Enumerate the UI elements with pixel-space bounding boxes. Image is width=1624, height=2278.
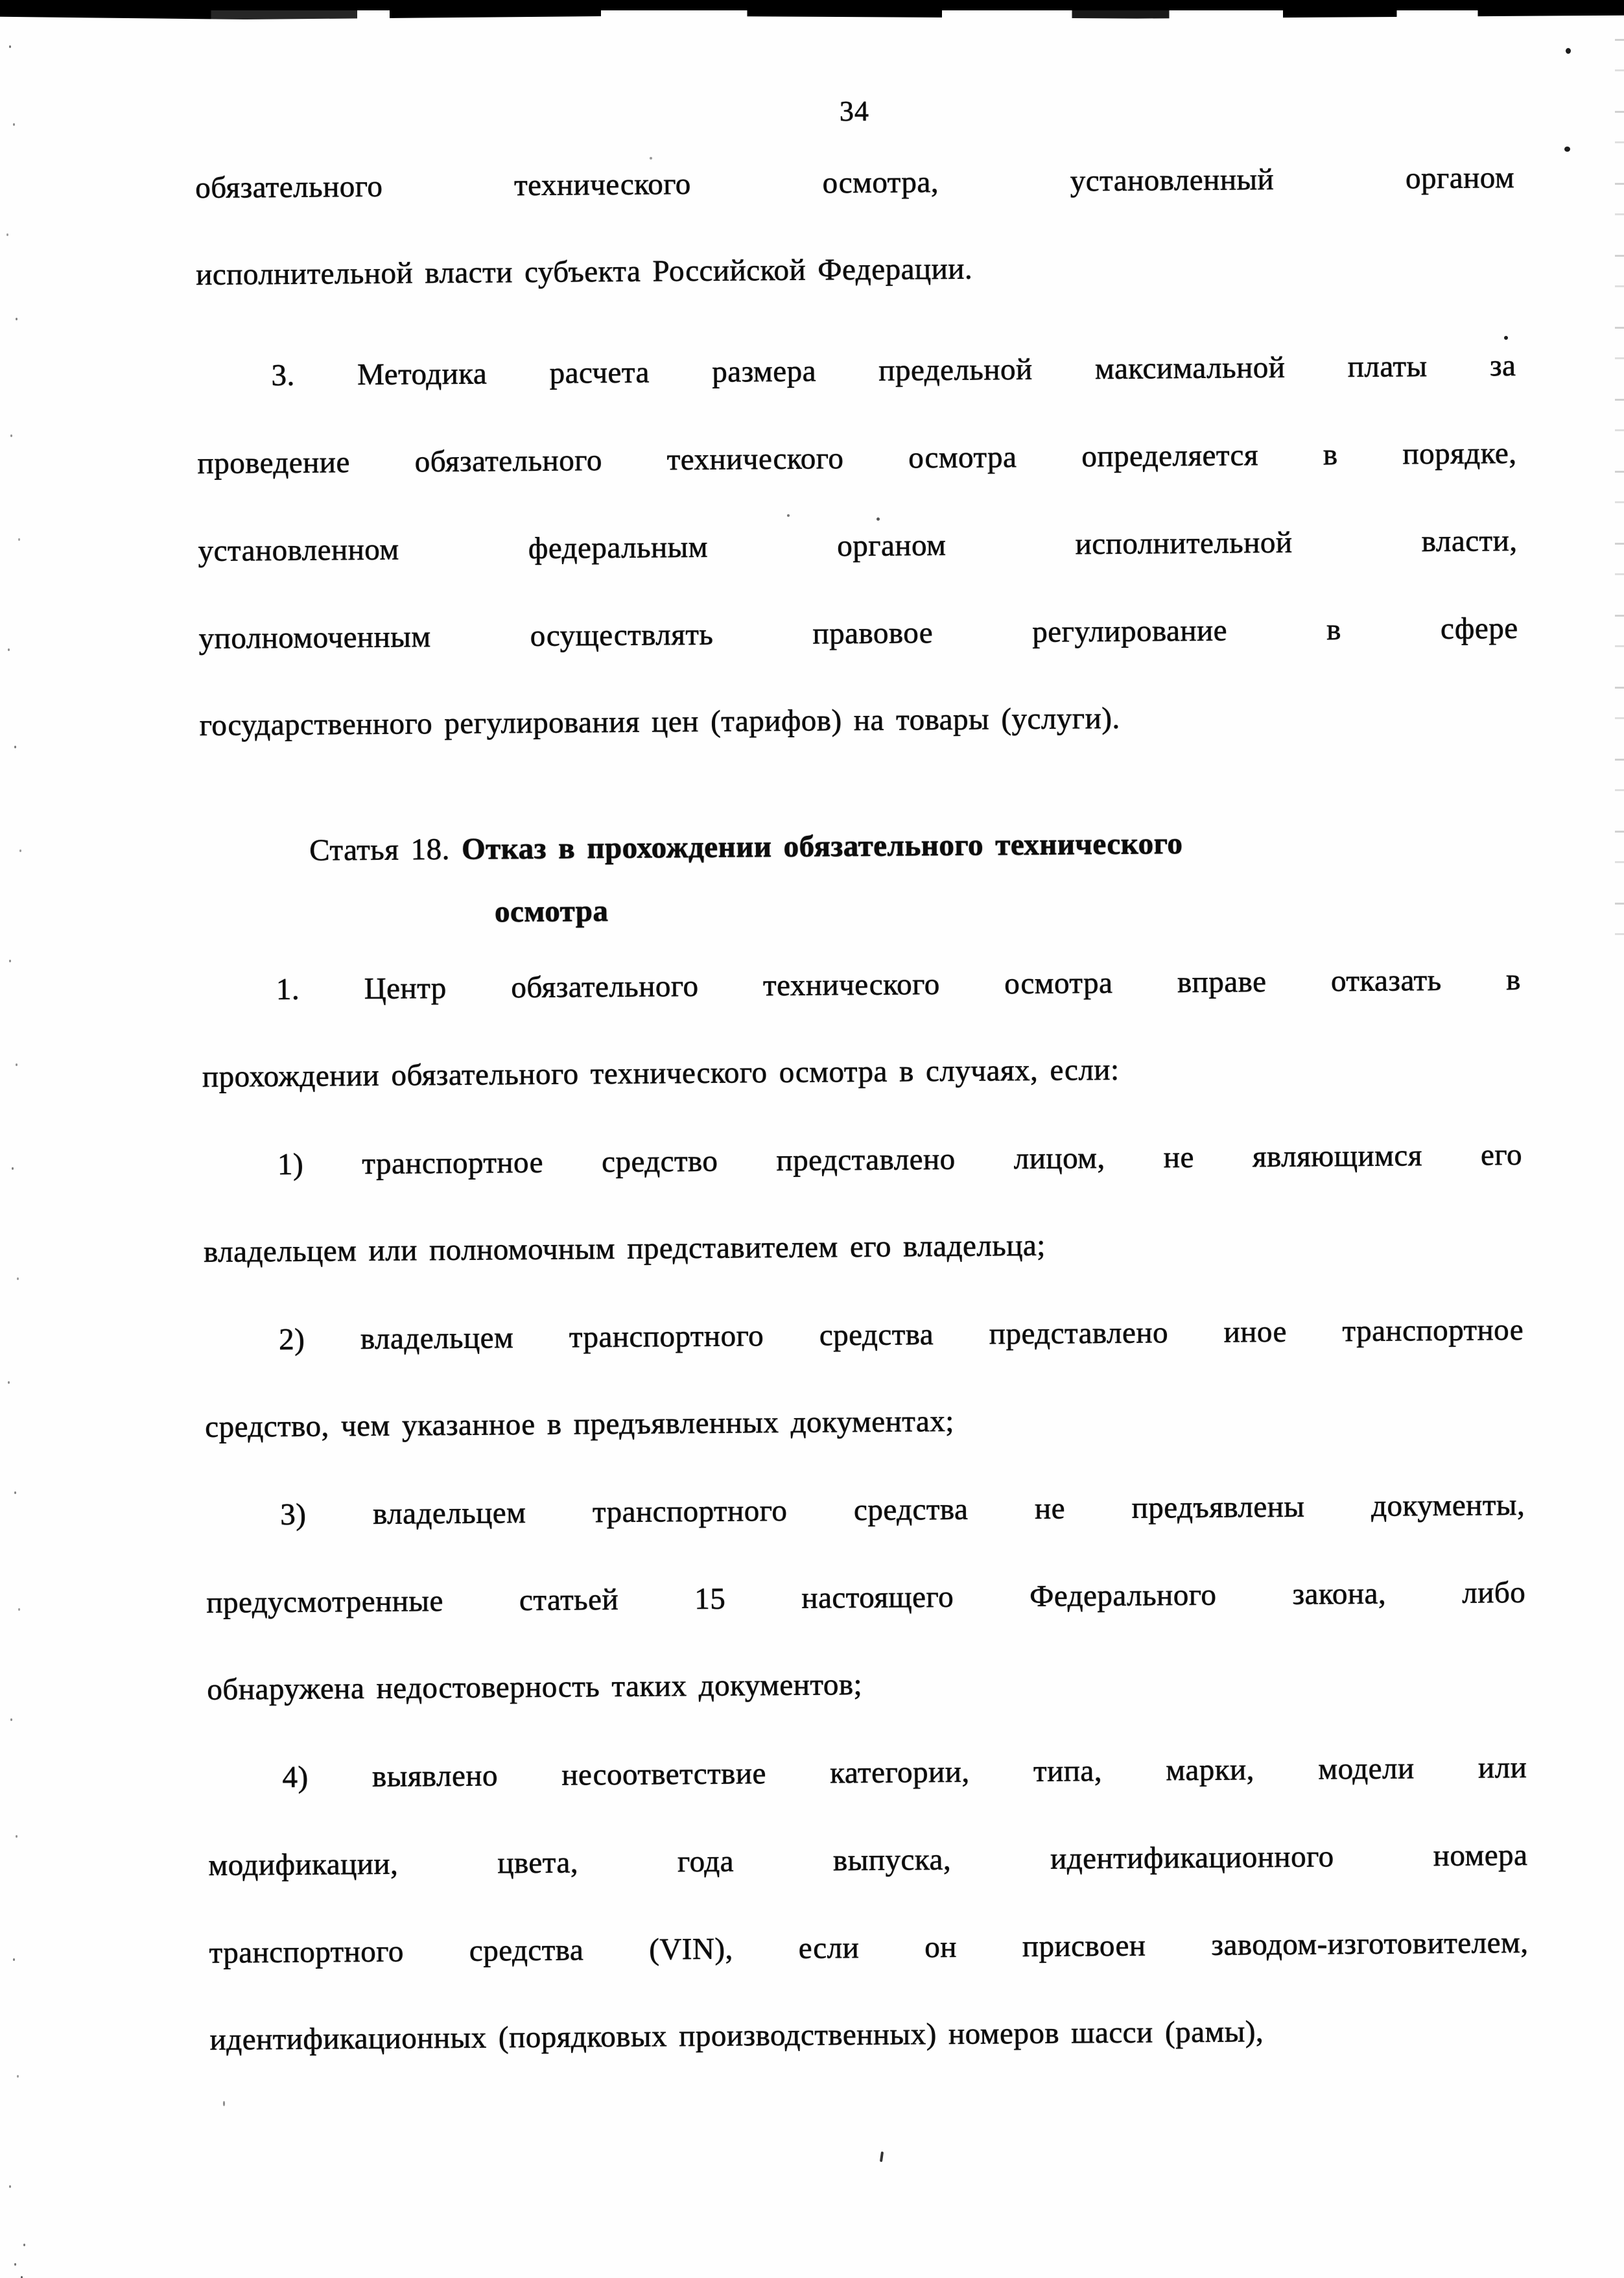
word: органом: [1405, 160, 1515, 195]
heading-text: осмотра: [494, 894, 609, 929]
word: органом: [837, 528, 947, 563]
text-line: [197, 409, 1517, 507]
text-line: обнаружена недостоверность таких документов;: [207, 1667, 863, 1707]
word: либо: [1462, 1575, 1526, 1610]
text-line: [209, 1899, 1529, 1997]
word: Федерального: [1030, 1578, 1217, 1613]
word: транспортное: [1342, 1312, 1524, 1348]
word: модели: [1318, 1751, 1415, 1786]
word: определяется: [1081, 438, 1259, 473]
word: документы,: [1371, 1488, 1525, 1523]
word: (VIN),: [648, 1932, 733, 1967]
word: за: [1489, 348, 1516, 383]
word: обязательного: [511, 969, 699, 1004]
word: цвета,: [497, 1845, 579, 1880]
word: закона,: [1292, 1576, 1387, 1611]
word: в: [1505, 962, 1522, 997]
word: проведение: [197, 445, 351, 481]
word: типа,: [1033, 1753, 1103, 1788]
word: транспортного: [209, 1934, 405, 1970]
word: предельной: [878, 352, 1033, 388]
word: категории,: [830, 1755, 970, 1790]
word: выпуска,: [832, 1842, 952, 1877]
article-heading-line: [201, 873, 1521, 946]
word: порядке,: [1402, 436, 1517, 471]
word: средства: [469, 1932, 584, 1968]
word: обязательного: [414, 443, 603, 479]
word: осмотра: [908, 440, 1017, 475]
word: 4): [282, 1760, 309, 1794]
word: Центр: [364, 971, 447, 1006]
word: платы: [1347, 349, 1428, 384]
word: настоящего: [801, 1580, 954, 1615]
word: средство: [601, 1144, 718, 1179]
word: иное: [1223, 1314, 1288, 1349]
text-line: [208, 1811, 1528, 1909]
text-line: исполнительной власти субъекта Российской Федерации.: [196, 252, 973, 292]
word: несоответствие: [561, 1756, 767, 1792]
text-line: средство, чем указанное в предъявленных документах;: [205, 1404, 955, 1444]
word: размера: [712, 353, 817, 389]
word: сфере: [1440, 611, 1518, 646]
word: 15: [694, 1582, 726, 1616]
word: предусмотренные: [206, 1584, 444, 1620]
word: в: [1323, 437, 1338, 471]
word: средства: [819, 1317, 934, 1352]
text-line: владельцем или полномочным представителем его владельца;: [203, 1228, 1046, 1269]
article-heading-line: [200, 810, 1520, 883]
word: статьей: [519, 1582, 619, 1617]
word: отказать: [1330, 963, 1442, 998]
scan-speck: [223, 2101, 225, 2106]
word: установленном: [198, 532, 399, 568]
text-line: идентификационных (порядковых производственных) номеров шасси (рамы),: [209, 2015, 1264, 2057]
word: года: [677, 1844, 735, 1879]
text-line: государственного регулирования цен (тарифов) на товары (услуги).: [199, 701, 1120, 742]
text-line: [206, 1548, 1526, 1646]
scan-artifact-top-band: [0, 0, 1624, 10]
word: регулирование: [1032, 613, 1228, 649]
word: исполнительной: [1075, 525, 1293, 561]
scan-speck: [880, 2152, 884, 2162]
word: не: [1163, 1140, 1195, 1174]
word: присвоен: [1022, 1928, 1146, 1964]
scan-noise-left-edge: [0, 19, 30, 2263]
text-line: [195, 134, 1515, 231]
word: средства: [853, 1492, 969, 1527]
word: идентификационного: [1050, 1839, 1334, 1876]
word: вправе: [1177, 964, 1267, 999]
word: модификации,: [208, 1847, 399, 1882]
heading-text: Отказ в прохождении обязательного технического: [461, 827, 1183, 866]
page-number: 34: [839, 95, 870, 128]
text-line: [198, 497, 1518, 595]
word: технического: [666, 441, 844, 477]
word: осуществлять: [530, 617, 714, 653]
word: 2): [278, 1322, 305, 1357]
word: технического: [762, 967, 940, 1003]
word: 1.: [276, 972, 300, 1006]
text-column: [194, 79, 1529, 2084]
word: осмотра,: [822, 165, 939, 200]
word: номера: [1433, 1838, 1528, 1873]
text-line: [203, 1111, 1523, 1209]
word: владельцем: [360, 1320, 514, 1356]
word: он: [924, 1930, 958, 1964]
word: осмотра: [1004, 966, 1113, 1001]
scan-noise-right-edge: [1615, 39, 1624, 947]
word: Методика: [357, 356, 488, 392]
word: выявлено: [371, 1758, 499, 1794]
word: представлено: [776, 1142, 956, 1178]
word: или: [1477, 1750, 1527, 1785]
text-line: [198, 584, 1518, 682]
word: транспортное: [362, 1145, 544, 1181]
scan-speck: [1564, 147, 1570, 152]
word: являющимся: [1252, 1138, 1423, 1174]
text-line: [207, 1724, 1527, 1821]
word: 3.: [271, 358, 295, 392]
text-line: [196, 322, 1516, 420]
word: не: [1034, 1491, 1066, 1526]
text-line: [201, 936, 1521, 1034]
word: марки,: [1166, 1752, 1255, 1787]
word: 1): [277, 1147, 304, 1181]
word: федеральным: [528, 530, 709, 565]
word: технического: [513, 167, 692, 202]
word: представлено: [989, 1315, 1169, 1351]
word: уполномоченным: [198, 619, 431, 656]
word: заводом-изготовителем,: [1211, 1925, 1529, 1962]
scan-speck: [9, 45, 11, 48]
word: установленный: [1070, 162, 1275, 198]
word: владельцем: [372, 1495, 526, 1531]
word: расчета: [549, 355, 650, 390]
text-line: [206, 1461, 1525, 1559]
word: власти,: [1421, 523, 1518, 558]
word: если: [798, 1930, 860, 1965]
word: лицом,: [1013, 1141, 1105, 1176]
article-label: Статья 18.: [309, 832, 462, 868]
word: в: [1326, 612, 1342, 647]
word: обязательного: [195, 169, 383, 205]
word: предъявлены: [1131, 1489, 1305, 1525]
scan-speck: [1566, 48, 1571, 54]
word: правовое: [812, 615, 934, 651]
word: 3): [280, 1497, 307, 1532]
word: транспортного: [569, 1318, 764, 1355]
word: максимальной: [1094, 350, 1286, 386]
word: его: [1480, 1137, 1523, 1172]
text-line: прохождении обязательного технического осмотра в случаях, если:: [202, 1052, 1120, 1094]
word: транспортного: [592, 1493, 788, 1529]
text-line: [204, 1286, 1524, 1384]
